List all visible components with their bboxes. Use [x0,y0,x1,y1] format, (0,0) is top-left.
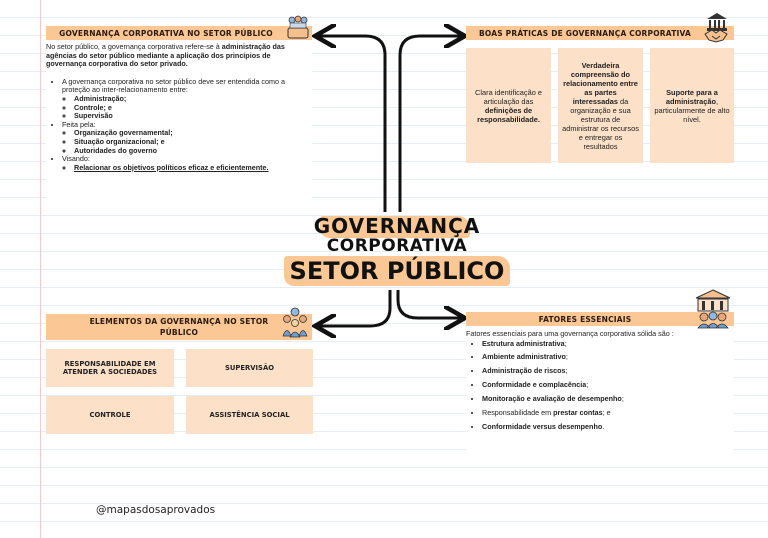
factor-rest: ; [565,366,568,376]
practice-card-3 [650,48,734,163]
card-bold: Verdadeira compreensão do relacionamento entre as partes interessadas [563,60,638,106]
top-right-header-text: BOAS PRÁTICAS DE GOVERNANÇA CORPORATIVA [478,29,692,38]
group-people-icon [280,306,310,338]
factor-item [482,381,734,390]
building-people-icon [694,289,732,329]
item-text: Situação organizacional; e [74,136,165,146]
bottom-right-header-text: FATORES ESSENCIAIS [538,315,632,324]
element-text: SUPERVISÃO [225,364,274,372]
bullet-text: A governança corporativa no setor público deve ser entendida como a proteção ao inter-relacionamento entre: [62,76,285,95]
card-text: Clara identificação e articulação das [475,87,542,106]
bullet-aiming [62,155,312,172]
factor-rest: ; e [602,408,611,418]
factor-rest: ; [564,338,567,348]
factor-bold: prestar contas [553,408,603,418]
item-text: Supervisão [74,111,113,121]
practice-card-2 [558,48,643,163]
bullet-text: Feita pela: [62,119,96,129]
footer-handle: @mapasdosaprovados [96,504,216,516]
element-card-assistencia [186,396,313,434]
bullet-made-by [62,121,312,155]
top-left-list [46,78,312,173]
factor-bold: Ambiente administrativo [482,352,566,362]
factor-bold: Administração de riscos [482,366,566,376]
connector-top-left [318,36,385,212]
factor-item [482,340,734,349]
people-meeting-icon [286,14,310,40]
factor-item [482,409,734,418]
factor-pre: Responsabilidade em [482,408,554,418]
bottom-right-panel [466,330,734,462]
connector-bottom-left [318,290,390,326]
element-text: ASSISTÊNCIA SOCIAL [209,411,290,419]
element-card-controle [46,396,174,434]
top-left-panel [46,43,312,208]
bullet-relationship [62,78,312,121]
factor-item [482,353,734,362]
factor-item [482,395,734,404]
factor-rest: ; [565,352,568,362]
connector-top-right [400,36,462,212]
bottom-left-header-text: ELEMENTOS DA GOVERNANÇA NO SETOR PÚBLICO [89,317,269,337]
factor-item [482,367,734,376]
connector-bottom-right [398,290,462,318]
item-text: Administração; [74,93,127,103]
practice-card-1 [466,48,551,163]
title-line-3: SETOR PÚBLICO [289,257,505,285]
factors-list [466,340,734,432]
item-text: Autoridades do governo [74,145,158,155]
factor-bold: Estrutura administrativa [482,338,565,348]
bullet-text: Visando: [62,154,90,164]
central-title [282,212,512,292]
item-text: Organização governamental; [74,128,173,138]
factor-rest: ; [586,380,589,390]
factors-intro: Fatores essenciais para uma governança corporativa sólida são : [466,329,674,338]
card-bold: Suporte para a administração [665,87,718,106]
handshake-icon [704,28,728,44]
list-item [74,112,312,121]
intro-bold: administração das agências do setor público mediante a aplicação dos princípios de governança corporativa do setor privado. [46,42,285,69]
element-card-responsabilidade [46,349,174,387]
item-text: Relacionar os objetivos políticos eficaz e eficientemente. [74,162,269,172]
title-line-1: GOVERNANÇA [313,214,481,238]
bottom-left-header [46,314,312,340]
top-right-header [466,26,734,40]
title-line-2: CORPORATIVA [326,236,468,256]
intro-plain: No setor público, a governança corporativa refere-se à [46,42,222,51]
card-bold: definições de responsabilidade. [477,105,540,124]
factor-bold: Conformidade e complacência [482,380,587,390]
element-text: CONTROLE [89,411,131,419]
top-left-header-text: GOVERNANÇA CORPORATIVA NO SETOR PÚBLICO [59,29,273,38]
list-item [74,164,312,173]
factor-bold: Monitoração e avaliação de desempenho [482,394,622,404]
factor-rest: ; [621,394,624,404]
factor-bold: Conformidade versus desempenho [482,421,603,431]
card-text: da organização e sua estrutura de administrar os recursos e entregar os resultados [562,96,639,151]
factor-rest: . [602,421,605,431]
list-item [74,147,312,156]
card-text: , particularmente de alto nível. [654,96,730,124]
element-card-supervisao [186,349,313,387]
top-left-header [46,26,312,40]
top-left-intro [46,43,312,69]
factor-item [482,423,734,432]
item-text: Controle; e [74,102,112,112]
element-text: RESPONSABILIDADE EM ATENDER A SOCIEDADES [62,360,158,376]
